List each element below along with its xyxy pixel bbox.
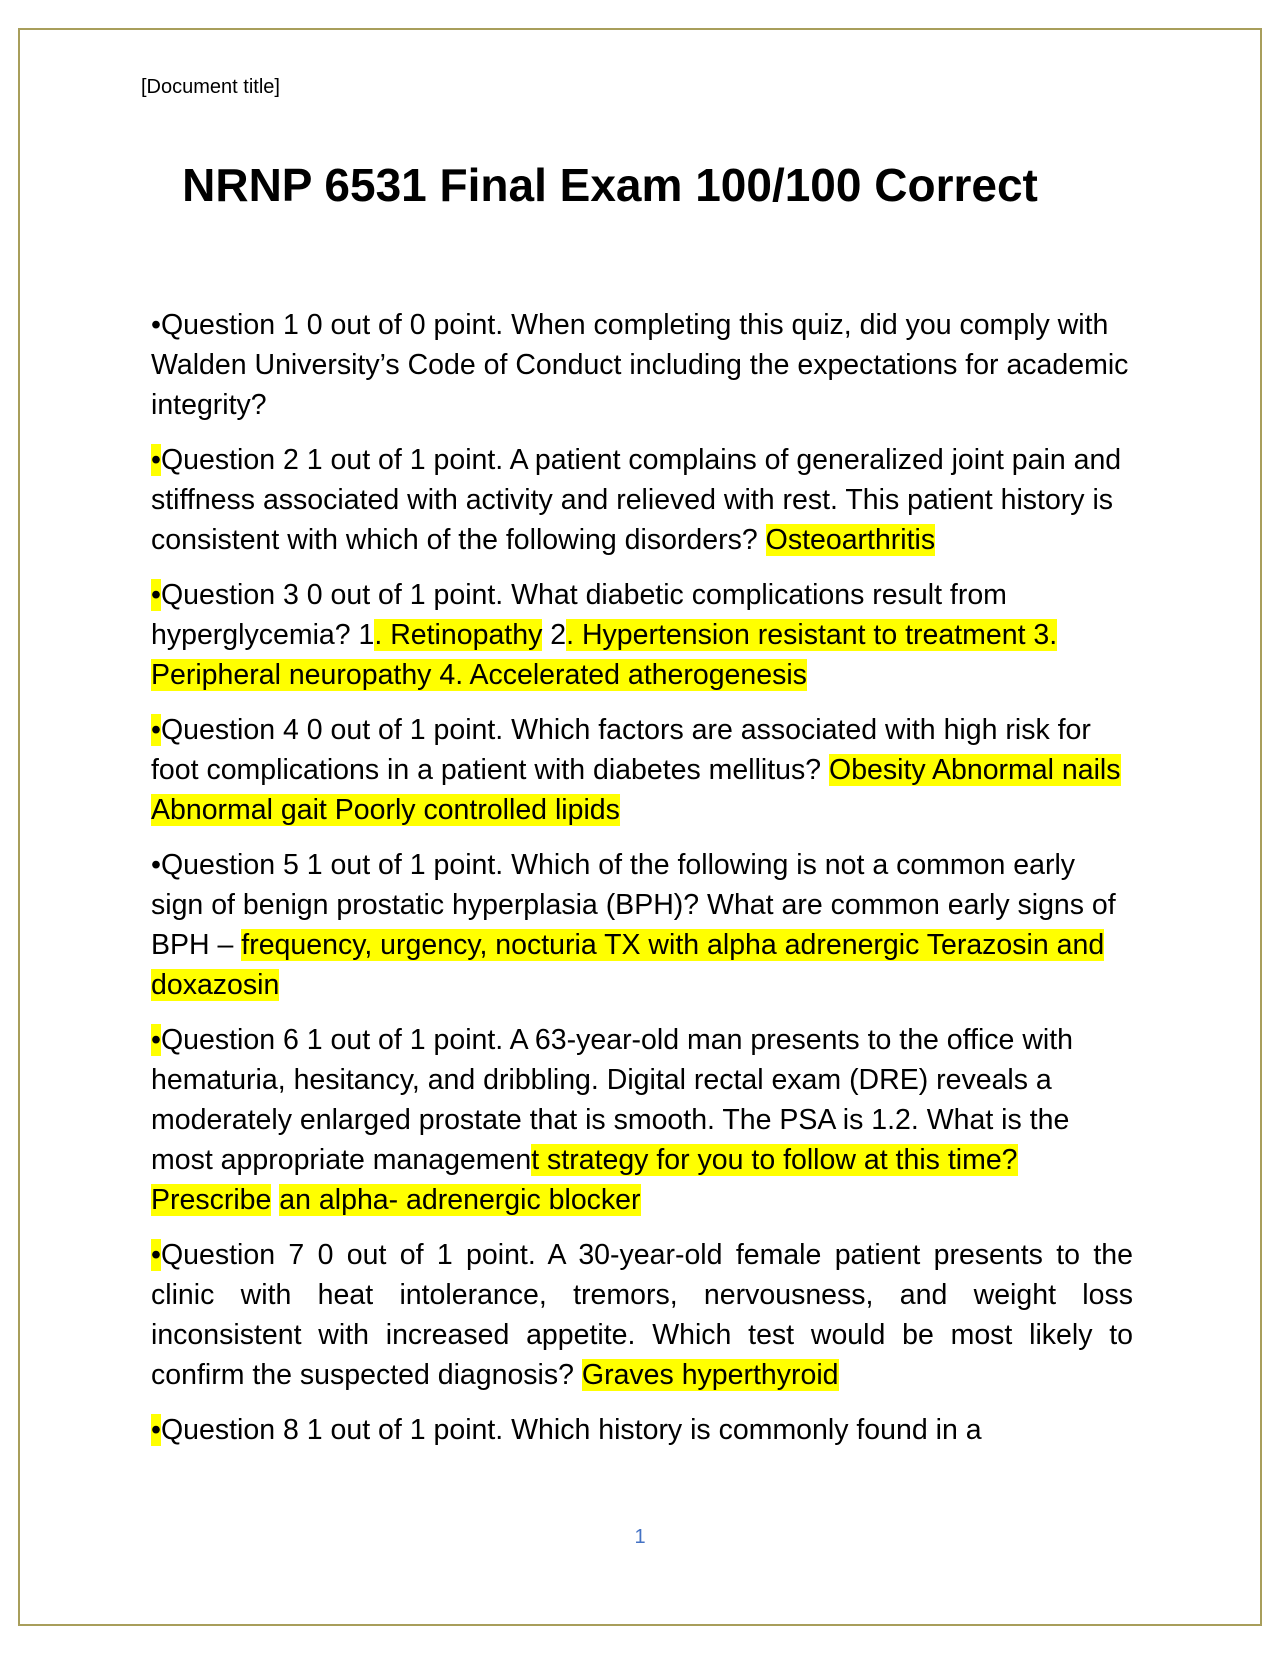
- bullet: •: [151, 309, 161, 341]
- question-2: [151, 440, 1133, 560]
- question-text: Question 8 1 out of 1 point. Which history is commonly found in a: [160, 1414, 982, 1446]
- bullet: •: [151, 579, 161, 611]
- bullet: •: [151, 849, 161, 881]
- bullet: •: [151, 1414, 161, 1446]
- question-8: [151, 1410, 1133, 1450]
- highlighted-answer: Graves hyperthyroid: [581, 1359, 839, 1391]
- question-4: [151, 710, 1133, 830]
- question-5: [151, 845, 1133, 1005]
- highlighted-answer: t strategy for you to follow at this time? Prescribe: [151, 1144, 1018, 1216]
- bullet: •: [151, 1024, 161, 1056]
- highlighted-answer: Osteoarthritis: [765, 524, 936, 556]
- question-text: Question 2 1 out of 1 point. A patient complains of generalized joint pain and stiffness associated with activity and relieved with rest. This patient history is consistent with which of the following disorders?: [151, 444, 1122, 556]
- highlighted-answer: . Retinopathy: [374, 619, 543, 651]
- question-3: [151, 575, 1133, 695]
- highlighted-answer: frequency, urgency, nocturia TX with alpha adrenergic Terazosin and doxazosin: [151, 929, 1105, 1001]
- document-title: NRNP 6531 Final Exam 100/100 Correct: [182, 159, 1038, 211]
- question-text: Question 3 0 out of 1 point. What diabetic complications result from hyperglycemia? 1: [151, 579, 1007, 651]
- question-text: Question 5 1 out of 1 point. Which of the following is not a common early sign of benign prostatic hyperplasia (BPH)? What are common early signs of BPH –: [151, 849, 1116, 961]
- highlighted-answer: an alpha- adrenergic blocker: [279, 1184, 641, 1216]
- highlighted-answer: . Hypertension resistant to treatment 3. Peripheral neuropathy 4. Accelerated atherogenesis: [151, 619, 1058, 691]
- question-text: 2: [542, 619, 567, 651]
- bullet: •: [151, 444, 161, 476]
- page-number: 1: [634, 1526, 646, 1548]
- bullet: •: [151, 1239, 161, 1271]
- question-list: [151, 305, 1133, 1465]
- bullet: •: [151, 714, 161, 746]
- highlighted-answer: Obesity Abnormal nails Abnormal gait Poorly controlled lipids: [151, 754, 1121, 826]
- header-placeholder: [Document title]: [141, 76, 280, 98]
- question-6: [151, 1020, 1133, 1220]
- question-text: Question 4 0 out of 1 point. Which factors are associated with high risk for foot complications in a patient with diabetes mellitus?: [151, 714, 1091, 786]
- question-text: Question 1 0 out of 0 point. When completing this quiz, did you comply with Walden University’s Code of Conduct including the expectations for academic integrity?: [151, 309, 1129, 421]
- question-7: [151, 1235, 1133, 1395]
- question-text: Question 6 1 out of 1 point. A 63-year-old man presents to the office with hematuria, hesitancy, and dribbling. Digital rectal exam (DRE) reveals a moderately enlarged prostate that is smooth. The PSA is 1.2. What is the most appropriate managemen: [151, 1024, 1074, 1176]
- question-1: [151, 305, 1133, 425]
- question-text: Question 7 0 out of 1 point. A 30-year-old female patient presents to the clinic with heat intolerance, tremors, nervousness, and weight loss inconsistent with increased appetite. Which test would be most likely to confirm the suspected diagnosis?: [151, 1239, 1133, 1391]
